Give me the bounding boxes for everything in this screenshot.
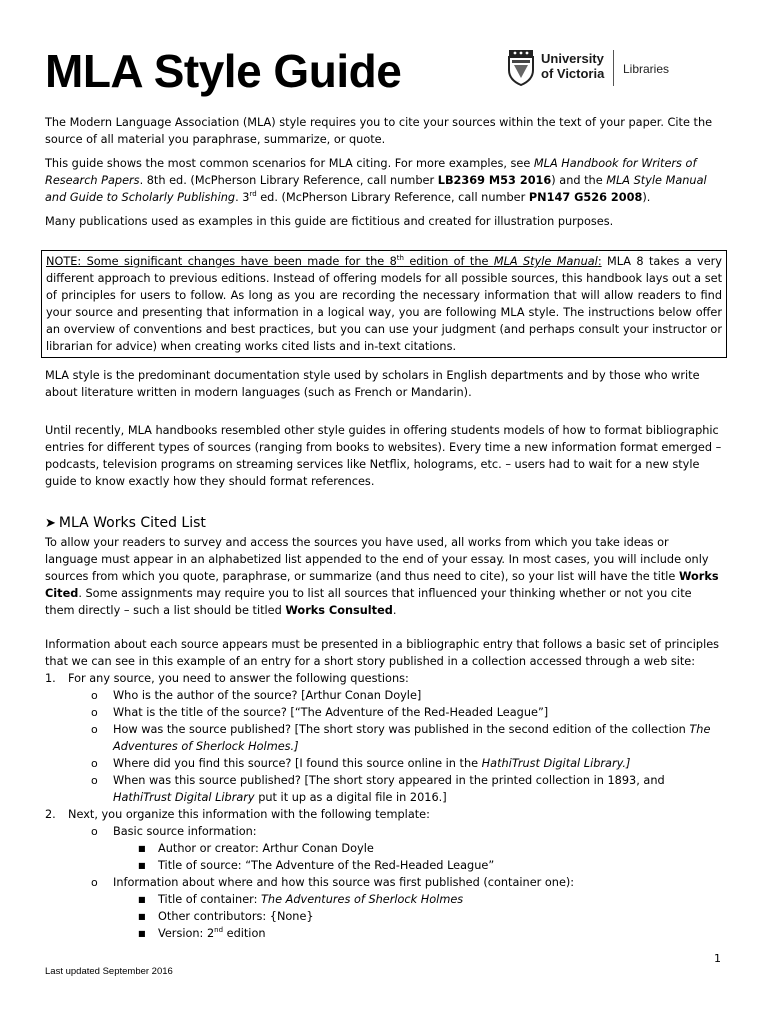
information-paragraph: Information about each source appears must be presented in a bibliographic entry that follows a basic set of principles that we can see in this example of an entry for a short story published in a collection accessed through a web site: [45, 638, 720, 668]
manual-title: MLA Style Manual [493, 255, 598, 268]
bullet: o [91, 876, 98, 889]
footer-updated: Last updated September 2016 [45, 966, 173, 977]
bullet: ■ [138, 861, 146, 870]
list-item [45, 670, 723, 806]
manual-title: MLA Style Manual and Guide to Scholarly Publishing [45, 174, 707, 204]
text-run: NOTE: Some significant changes have been made for the 8 [46, 255, 397, 268]
list-item-text: Version: 2 [158, 927, 215, 940]
logo-libraries-text: Libraries [623, 62, 670, 76]
style-paragraph: MLA style is the predominant documentation style used by scholars in English departments and by those who write about literature written in modern languages (such as French or Mandarin). [45, 369, 700, 399]
list-item [68, 721, 723, 755]
list-item-text: put it up as a digital file in 2016.] [254, 791, 447, 804]
bullet: ■ [138, 844, 146, 853]
list-item-text: For any source, you need to answer the following questions: [68, 672, 409, 685]
list-item-text: edition [223, 927, 266, 940]
text-run: . 8th ed. (McPherson Library Reference, call number [139, 174, 438, 187]
text-run: To allow your readers to survey and access the sources you have used, all works from which you take ideas or language must appear in an alphabetized list appended to the end of your essay. In most cases, you will include only sources from which you quote, paraphrase, or summarize (and thus need to cite), so your list will have the title [45, 536, 709, 583]
list-item [68, 687, 723, 704]
logo-university-text [541, 51, 604, 81]
text-run: . [392, 604, 397, 617]
list-item-text: Title of source: “The Adventure of the Red-Headed League” [158, 859, 495, 872]
note-box [41, 250, 727, 358]
text-run: This guide shows the most common scenarios for MLA citing. For more examples, see [45, 157, 534, 170]
page-number: 1 [714, 952, 721, 965]
list-item [68, 772, 723, 806]
list-item [113, 891, 723, 908]
list-item-text: How was the source published? [The short story was published in the second edition of the collection [113, 723, 690, 736]
list-number: 1. [45, 672, 56, 685]
list-item [68, 704, 723, 721]
arrow-right-icon: ➤ [45, 516, 56, 531]
bullet: o [91, 757, 98, 770]
recent-paragraph: Until recently, MLA handbooks resembled other style guides in offering students models of how to format bibliographic entries for different types of sources (ranging from books to websites). Every time a new information format emerged – podcasts, television programs on streaming services like Netflix, holograms, etc. – users had to wait for a new style guide to know exactly how they should format references. [45, 424, 722, 488]
list-item-text: Next, you organize this information with the following template: [68, 808, 430, 821]
list-item-text: Author or creator: Arthur Conan Doyle [158, 842, 374, 855]
spacer [45, 497, 723, 511]
list-item-text: Title of container: [158, 893, 262, 906]
note-label [46, 255, 602, 268]
list-item [113, 840, 723, 857]
bullet: o [91, 825, 98, 838]
handbook-title: MLA Handbook for Writers of Research Papers [45, 157, 697, 187]
list-item [113, 908, 723, 925]
text-run: ). [642, 191, 651, 204]
list-item-text: Where did you find this source? [I found this source online in the [113, 757, 482, 770]
works-cited-paragraph [45, 534, 723, 619]
superscript: rd [249, 190, 257, 199]
call-number-1: LB2369 M53 2016 [437, 174, 552, 187]
call-number-2: PN147 G526 2008 [528, 191, 643, 204]
superscript: th [396, 254, 404, 263]
text-run: ) and the [551, 174, 607, 187]
list-item [45, 806, 723, 942]
library-name: HathiTrust Digital Library.] [481, 757, 631, 770]
list-item-text: When was this source published? [The short story appeared in the printed collection in 1893, and [113, 774, 665, 787]
bullet: ■ [138, 929, 146, 938]
logo-line2: of Victoria [541, 66, 605, 81]
superscript: nd [214, 926, 224, 935]
intro-paragraph-3: Many publications used as examples in this guide are fictitious and created for illustration purposes. [45, 215, 614, 228]
works-consulted-term: Works Consulted [285, 604, 393, 617]
document-body [45, 114, 723, 942]
section-heading [45, 514, 723, 533]
library-name: HathiTrust Digital Library [113, 791, 255, 804]
spacer [45, 408, 723, 422]
section-heading-text: MLA Works Cited List [58, 515, 206, 531]
list-item-text: Other contributors: {None} [158, 910, 314, 923]
list-item [113, 857, 723, 874]
bullet: o [91, 706, 98, 719]
bullet: o [91, 774, 98, 787]
note-text: MLA 8 takes a very different approach to previous editions. Instead of offering models for all possible sources, this handbook lays out a set of principles for users to follow. As long as you are recording the necessary information that will allow readers to find your source and presenting that information in a logical way, you are following MLA style. The instructions below offer an overview of conventions and best practices, but you can use your judgment (and perhaps consult your instructor or librarian for advice) when creating works cited lists and in-text citations. [46, 255, 722, 353]
list-item-text: Information about where and how this source was first published (container one): [113, 876, 575, 889]
question-list [68, 687, 723, 806]
book-title: The Adventures of Sherlock Holmes [261, 893, 464, 906]
intro-paragraph-2 [45, 155, 723, 206]
list-number: 2. [45, 808, 56, 821]
uvic-crest-icon [507, 48, 535, 86]
book-title: The Adventures of Sherlock Holmes.] [113, 723, 711, 753]
sub-list [113, 840, 723, 874]
text-run: : [597, 255, 602, 268]
list-item [113, 925, 723, 942]
uvic-libraries-logo [507, 48, 677, 90]
sub-list [113, 891, 723, 942]
intro-paragraph-1: The Modern Language Association (MLA) style requires you to cite your sources within the text of your paper. Cite the source of all material you paraphrase, summarize, or quote. [45, 116, 713, 146]
text-run: . 3 [235, 191, 250, 204]
works-cited-term: Works Cited [45, 570, 719, 600]
logo-line1: University [541, 51, 604, 66]
bullet: ■ [138, 912, 146, 921]
bullet: ■ [138, 895, 146, 904]
list-item [68, 823, 723, 874]
document-title: MLA Style Guide [45, 45, 402, 97]
numbered-list [45, 670, 723, 942]
text-run: . Some assignments may require you to list all sources that influenced your thinking whether or not you cite them directly – such a list should be titled [45, 587, 692, 617]
list-item-text: Who is the author of the source? [Arthur Conan Doyle] [113, 689, 422, 702]
text-run: ed. (McPherson Library Reference, call number [256, 191, 529, 204]
list-item-text: What is the title of the source? [“The Adventure of the Red-Headed League”] [113, 706, 549, 719]
text-run: edition of the [403, 255, 494, 268]
list-item-text: Basic source information: [113, 825, 257, 838]
bullet: o [91, 723, 98, 736]
list-item [68, 755, 723, 772]
bullet: o [91, 689, 98, 702]
template-list [68, 823, 723, 942]
spacer [45, 626, 723, 636]
logo-divider [613, 50, 614, 86]
list-item [68, 874, 723, 942]
